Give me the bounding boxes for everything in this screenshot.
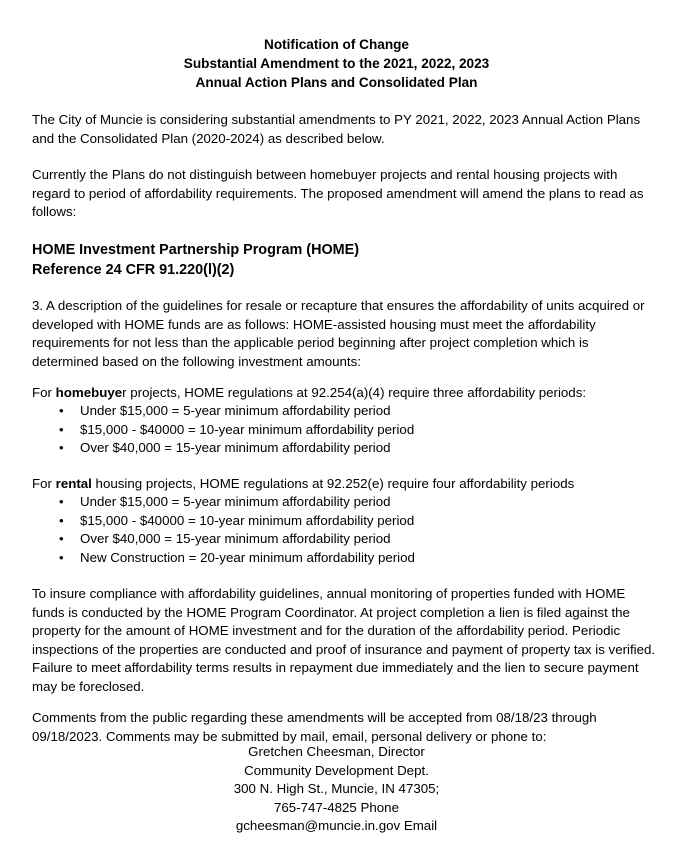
list-item [32, 493, 632, 512]
bullet-icon: • [59, 421, 64, 437]
homebuyer-intro [32, 384, 658, 403]
rental-periods-list [32, 493, 632, 567]
bullet-icon: • [59, 549, 64, 565]
rental-intro [32, 475, 658, 494]
list-item-text: $15,000 - $40000 = 10-year minimum affordability period [80, 512, 415, 528]
list-item-text: Over $40,000 = 15-year minimum affordability period [80, 440, 391, 456]
homebuyer-periods-list [32, 402, 632, 458]
bullet-icon: • [59, 531, 64, 547]
list-item [32, 421, 632, 440]
rental-bold: rental [55, 476, 92, 491]
document-title [0, 35, 673, 92]
contact-name: Gretchen Cheesman, Director [248, 744, 425, 759]
bullet-icon: • [59, 494, 64, 509]
title-line-3: Annual Action Plans and Consolidated Plan [195, 75, 478, 90]
list-item [32, 402, 632, 421]
list-item [32, 530, 632, 549]
bullet-icon: • [59, 512, 64, 528]
section-heading-reference: Reference 24 CFR 91.220(l)(2) [32, 262, 235, 278]
list-item-text: Under $15,000 = 5-year minimum affordability period [80, 494, 391, 509]
list-item [32, 549, 632, 568]
list-item-text: Under $15,000 = 5-year minimum affordability period [80, 403, 391, 418]
contact-phone: 765-747-4825 Phone [274, 799, 399, 815]
homebuyer-bold: homebuye [55, 385, 123, 400]
list-item [32, 439, 632, 458]
homebuyer-prefix: For [32, 385, 56, 400]
contact-address: 300 N. High St., Muncie, IN 47305; [233, 781, 440, 797]
intro-paragraph-1: The City of Muncie is considering substantial amendments to PY 2021, 2022, 2023 Annual Action Plans and the Consolidated Plan (2020-2024) as described below. [32, 112, 641, 146]
intro-paragraph-2: Currently the Plans do not distinguish between homebuyer projects and rental housing projects with regard to period of affordability requirements. The proposed amendment will amend the plans to read as follows: [32, 167, 644, 220]
compliance-paragraph: To insure compliance with affordability guidelines, annual monitoring of properties funded with HOME funds is conducted by the HOME Program Coordinator. At project completion a lien is filed against the property for the amount of HOME investment and for the duration of the affordability period. Periodic inspections of the properties are conducted and proof of insurance and payment of property tax is verified. Failure to meet affordability terms results in repayment due immediately and the lien to secure payment may be foreclosed. [32, 586, 656, 694]
rental-prefix: For [32, 476, 56, 491]
contact-department: Community Development Dept. [244, 762, 429, 778]
bullet-icon: • [59, 440, 64, 456]
list-item [32, 512, 632, 531]
list-item-text: New Construction = 20-year minimum affordability period [80, 549, 415, 565]
rental-suffix: housing projects, HOME regulations at 92.252(e) require four affordability periods [91, 476, 575, 491]
comments-paragraph: Comments from the public regarding these amendments will be accepted from 08/18/23 through 09/18/2023. Comments may be submitted by mail, email, personal delivery or phone to: [32, 710, 597, 744]
contact-email: gcheesman@muncie.in.gov Email [235, 818, 438, 834]
list-item-text: Over $40,000 = 15-year minimum affordability period [80, 531, 391, 547]
list-item-text: $15,000 - $40000 = 10-year minimum affordability period [80, 421, 415, 437]
section-heading-program: HOME Investment Partnership Program (HOME) [32, 242, 360, 258]
title-line-2: Substantial Amendment to the 2021, 2022, 2023 [183, 56, 490, 71]
homebuyer-suffix: r projects, HOME regulations at 92.254(a)(4) require three affordability periods: [122, 385, 587, 400]
contact-block [0, 743, 673, 836]
guidelines-paragraph: 3. A description of the guidelines for resale or recapture that ensures the affordability of units acquired or developed with HOME funds are as follows: HOME-assisted housing must meet the affordability requirements for not less than the applicable period beginning after project completion which is determined based on the following investment amounts: [32, 298, 645, 369]
title-line-1: Notification of Change [264, 37, 409, 52]
bullet-icon: • [59, 403, 64, 418]
